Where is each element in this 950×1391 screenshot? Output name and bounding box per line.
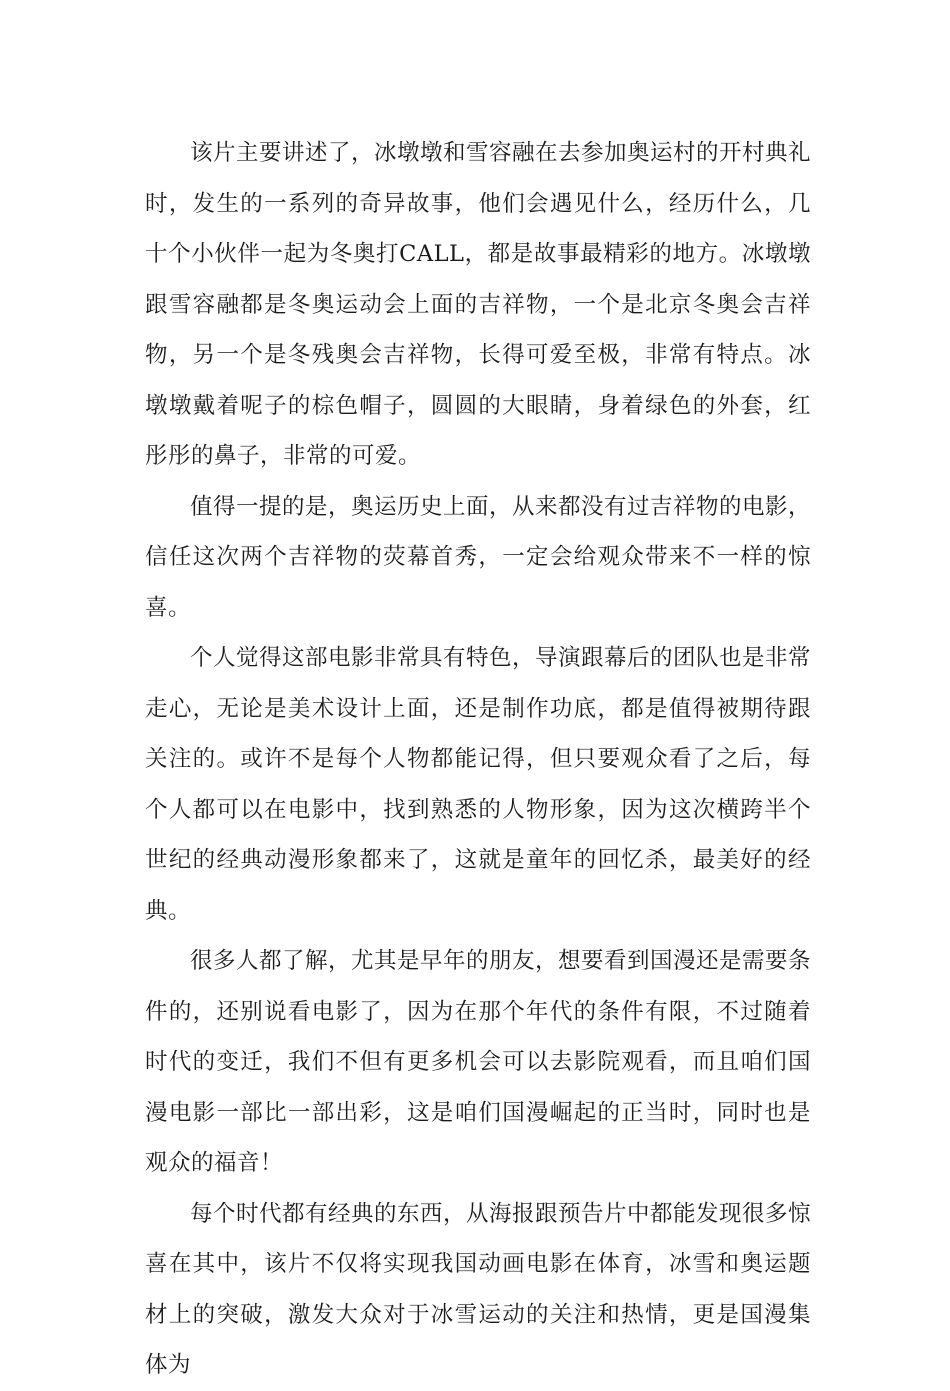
paragraph-1: 该片主要讲述了，冰墩墩和雪容融在去参加奥运村的开村典礼时，发生的一系列的奇异故事，他们会遇见什么，经历什么，几十个小伙伴一起为冬奥打CALL，都是故事最精彩的地方。冰墩墩跟雪容融都是冬奥运动会上面的吉祥物，一个是北京冬奥会吉祥物，另一个是冬残奥会吉祥物，长得可爱至极，非常有特点。冰墩墩戴着呢子的棕色帽子，圆圆的大眼睛，身着绿色的外套，红彤彤的鼻子，非常的可爱。	[145, 140, 812, 469]
paragraph-2: 值得一提的是，奥运历史上面，从来都没有过吉祥物的电影，信任这次两个吉祥物的荧幕首秀，一定会给观众带来不一样的惊喜。	[145, 493, 812, 621]
document-body	[145, 128, 811, 1391]
paragraph-3: 个人觉得这部电影非常具有特色，导演跟幕后的团队也是非常走心，无论是美术设计上面，还是制作功底，都是值得被期待跟关注的。或许不是每个人物都能记得，但只要观众看了之后，每个人都可以在电影中，找到熟悉的人物形象，因为这次横跨半个世纪的经典动漫形象都来了，这就是童年的回忆杀，最美好的经典。	[145, 645, 812, 924]
paragraph-5: 每个时代都有经典的东西，从海报跟预告片中都能发现很多惊喜在其中，该片不仅将实现我国动画电影在体育，冰雪和奥运题材上的突破，激发大众对于冰雪运动的关注和热情，更是国漫集体为	[145, 1200, 812, 1378]
paragraph-4: 很多人都了解，尤其是早年的朋友，想要看到国漫还是需要条件的，还别说看电影了，因为在那个年代的条件有限，不过随着时代的变迁，我们不但有更多机会可以去影院观看，而且咱们国漫电影一部比一部出彩，这是咱们国漫崛起的正当时，同时也是观众的福音！	[145, 948, 812, 1176]
